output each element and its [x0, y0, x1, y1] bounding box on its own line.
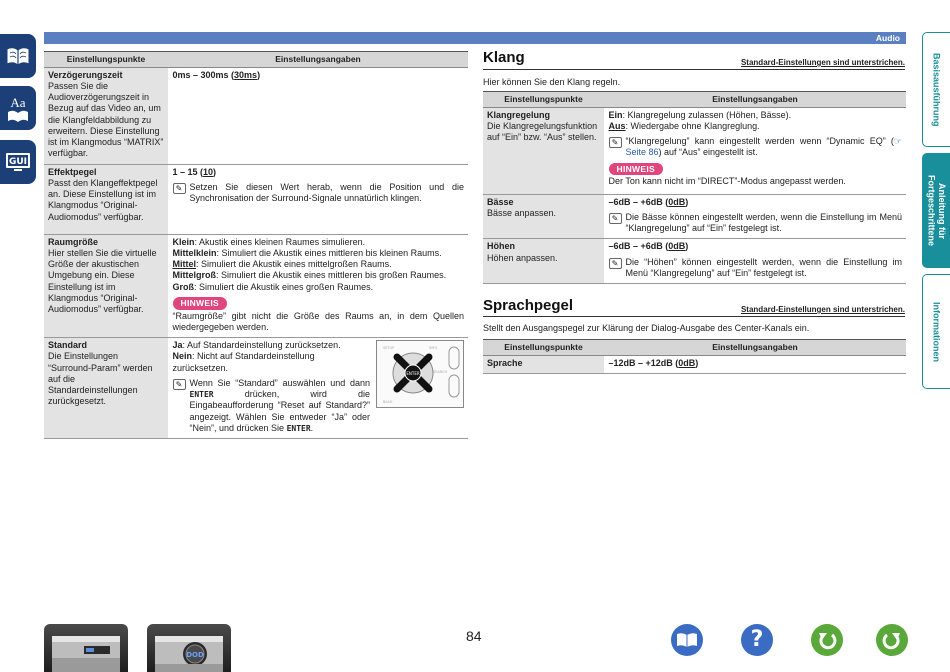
default-value: 0dB — [668, 196, 686, 207]
row-desc: Die Einstellungen “Surround-Param” werden auf die Standardeinstellungen zurückgesetzt. — [48, 351, 153, 407]
table-row — [483, 355, 906, 373]
option-line: Klein: Akustik eines kleinen Raumes simulieren. — [172, 236, 366, 247]
sprachpegel-table — [483, 339, 906, 374]
option-line: Ein: Klangregelung zulassen (Höhen, Bässe). — [608, 109, 792, 120]
option-line: Mittel: Simuliert die Akustik eines mittelgroßen Raums. — [172, 259, 392, 270]
tab-informationen-label: Informationen — [931, 301, 942, 362]
klang-title: Klang — [483, 49, 525, 66]
remote-control-illustration — [376, 340, 464, 408]
note — [173, 182, 465, 205]
sprachpegel-desc: Stellt den Ausgangspegel zur Klärung der Dialog-Ausgabe des Center-Kanals ein. — [483, 323, 810, 333]
col-header-punkte: Einstellungspunkte — [483, 340, 604, 356]
klang-std-note: Standard-Einstellungen sind unterstrichen. — [740, 58, 905, 67]
help-icon[interactable]: ? — [741, 624, 773, 656]
note-text: Die Bässe können eingestellt werden, wenn die Einstellung im Menü “Klangregelung” auf “Ein” festgelegt ist. — [625, 211, 902, 234]
note — [609, 212, 903, 235]
forward-icon[interactable] — [876, 624, 908, 656]
range-value: –6dB – +6dB (0dB) — [608, 196, 689, 207]
pencil-note-icon: ✎ — [173, 379, 186, 390]
col-header-punkte: Einstellungspunkte — [44, 52, 168, 68]
note-text: Setzen Sie diesen Wert herab, wenn die Position und die Synchronisation der Surround-Signale unnatürlich klingen. — [189, 181, 464, 204]
col-header-angaben: Einstellungsangaben — [604, 340, 906, 356]
col-header-punkte: Einstellungspunkte — [483, 92, 604, 108]
device-player-image[interactable] — [147, 624, 231, 672]
gui-menu-icon[interactable] — [0, 140, 36, 184]
option-line: Groß: Simuliert die Akustik eines großen Raumes. — [172, 281, 374, 292]
aa-glossary-text: Aa — [10, 95, 26, 110]
option-line: Mittelgroß: Simuliert die Akustik eines mittleren bis großen Raumes. — [172, 270, 447, 281]
sprachpegel-divider — [483, 316, 905, 317]
default-value: 0dB — [678, 357, 696, 368]
table-row — [483, 107, 906, 194]
svg-text:BACK: BACK — [383, 400, 393, 404]
hinweis-badge: HINWEIS — [609, 163, 663, 176]
pencil-note-icon: ✎ — [173, 183, 186, 194]
gui-menu-text: GUI — [8, 157, 28, 167]
default-value: 30ms — [234, 69, 258, 80]
table-row — [44, 234, 468, 337]
row-desc: Bässe anpassen. — [487, 207, 557, 218]
surround-param-table — [44, 51, 468, 439]
note-text: Wenn Sie “Standard” auswählen und dann ENTER drücken, wird die Eingabeaufforderung “Reset auf Standard?” angezeigt. Wählen Sie entweder “Ja” oder “Nein”, und drücken Sie ENTER. — [189, 377, 370, 433]
option-line: Ja: Auf Standardeinstellung zurücksetzen. — [172, 340, 341, 350]
hinweis-badge: HINWEIS — [173, 297, 227, 310]
table-row — [483, 239, 906, 284]
hinweis-text: “Raumgröße” gibt nicht die Größe des Raums an, in dem Quellen wiedergegeben werden. — [172, 310, 464, 332]
row-desc: Die Klangregelungsfunktion auf “Ein” bzw. “Aus” stellen. — [487, 120, 598, 143]
row-title: Verzögerungszeit — [48, 69, 123, 80]
col-header-angaben: Einstellungsangaben — [604, 92, 906, 108]
book-icon[interactable] — [671, 624, 703, 656]
page-ref-link[interactable]: ☞Seite 86 — [625, 136, 902, 158]
range-value: –6dB – +6dB (0dB) — [608, 241, 689, 252]
tab-basisausfuehrung[interactable] — [922, 32, 950, 147]
note — [609, 136, 903, 159]
back-icon[interactable] — [811, 624, 843, 656]
sprachpegel-std-note: Standard-Einstellungen sind unterstrichen. — [740, 305, 905, 314]
aa-glossary-icon[interactable] — [0, 86, 36, 130]
row-desc: Höhen anpassen. — [487, 252, 558, 263]
pencil-note-icon: ✎ — [609, 213, 622, 224]
default-value: 0dB — [668, 241, 686, 252]
book-contents-icon[interactable] — [0, 34, 36, 78]
row-desc: Passen Sie die Audioverzögerungszeit in Bezug auf das Video an, um die Klangfeldabbildung zu erweitern. Diese Einstellung ist im Klangmodus “MATRIX” verfügbar. — [48, 80, 164, 159]
klang-table — [483, 91, 906, 284]
col-header-angaben: Einstellungsangaben — [168, 52, 468, 68]
tab-anleitung-label: Anleitung für Fortgeschrittene — [926, 174, 947, 246]
device-receiver-image[interactable] — [44, 624, 128, 672]
row-title: Höhen — [487, 241, 515, 252]
option-line: Nein: Nicht auf Standardeinstellung zurücksetzen. — [172, 351, 315, 373]
option-line: Mittelklein: Simuliert die Akustik eines mittleren bis kleinen Raums. — [172, 247, 442, 258]
table-row — [483, 194, 906, 239]
note-text: “Klangregelung” kann eingestellt werden wenn “Dynamic EQ” (☞Seite 86) auf “Aus” eingestellt ist. — [625, 136, 902, 158]
hinweis-text: Der Ton kann nicht im “DIRECT”-Modus angepasst werden. — [608, 176, 846, 187]
note-text: Die “Höhen” können eingestellt werden, wenn die Einstellung im Menü “Klangregelung” auf “Ein” festgelegt ist. — [625, 256, 902, 278]
svg-text:SETUP: SETUP — [383, 346, 395, 350]
row-title: Bässe — [487, 196, 514, 207]
page-number: 84 — [466, 628, 482, 644]
table-row — [44, 164, 468, 234]
tab-anleitung-fortgeschrittene[interactable] — [922, 153, 950, 268]
range-value: 1 – 15 (10) — [172, 166, 217, 177]
tab-basisausfuehrung-label: Basisausführung — [931, 52, 942, 127]
default-value: 10 — [203, 166, 214, 177]
row-desc: Passt den Klangeffektpegel an. Diese Einstellung ist im Klangmodus “Original-Audiomodus” verfügbar. — [48, 177, 158, 222]
row-title: Raumgröße — [48, 236, 99, 247]
svg-text:INFO: INFO — [429, 346, 438, 350]
range-value: –12dB – +12dB (0dB) — [608, 357, 699, 368]
enter-key-label: ENTER — [189, 390, 214, 399]
row-title: Standard — [48, 340, 88, 350]
pencil-note-icon: ✎ — [609, 137, 622, 148]
row-title: Effektpegel — [48, 166, 97, 177]
option-line: Aus: Wiedergabe ohne Klangreglung. — [608, 120, 760, 131]
klang-desc: Hier können Sie den Klang regeln. — [483, 77, 621, 87]
row-title: Sprache — [487, 357, 523, 368]
table-row — [44, 338, 468, 439]
pencil-note-icon: ✎ — [609, 258, 622, 269]
svg-text:SEARCH: SEARCH — [433, 370, 448, 374]
note — [609, 257, 903, 280]
sprachpegel-title: Sprachpegel — [483, 297, 574, 314]
section-header-bar — [44, 32, 906, 44]
enter-key-label: ENTER — [286, 423, 311, 433]
section-header-label: Audio — [875, 33, 900, 43]
row-desc: Hier stellen Sie die virtuelle Größe der akustischen Umgebung ein. Diese Einstellung ist im Klangmodus “Original-Audiomodus” verfügbar. — [48, 247, 157, 315]
device-display-text: DOD — [186, 651, 204, 659]
row-title: Klangregelung — [487, 109, 551, 120]
klang-divider — [483, 69, 905, 70]
remote-enter-label: ENTER — [406, 371, 420, 376]
table-row — [44, 67, 468, 164]
tab-informationen[interactable] — [922, 274, 950, 389]
range-value: 0ms – 300ms (30ms) — [172, 69, 261, 80]
note — [173, 378, 371, 434]
